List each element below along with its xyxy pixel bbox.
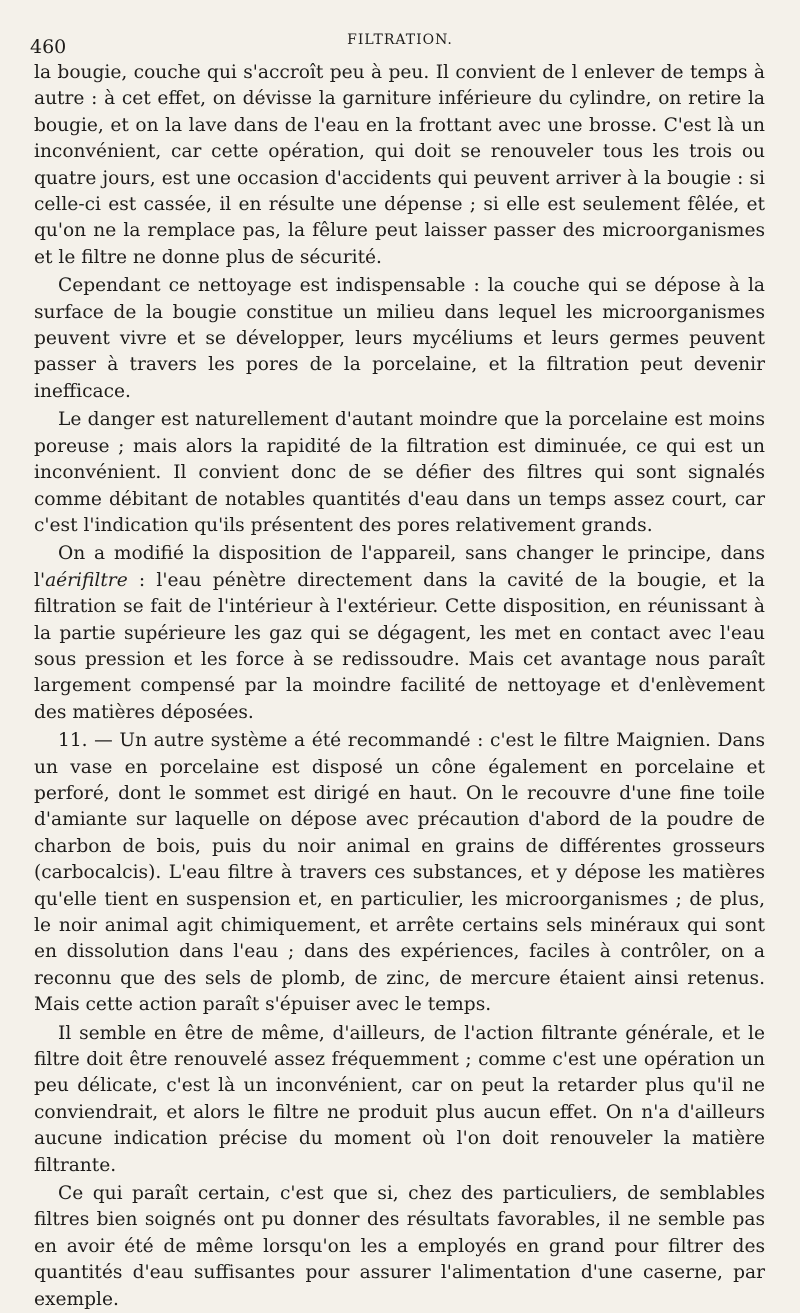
aerifiltre-term: aérifiltre xyxy=(45,569,128,591)
paragraph-6: Il semble en être de même, d'ailleurs, de l'action filtrante générale, et le filtre doit être renouvelé assez fréquemment ; comme c'est une opération un peu délicate, c'est là un inconvénient, car on peut la retarder plus qu'il ne conviendrait, et alors le filtre ne produit plus aucun effet. On n'a d'ailleurs aucune indication précise du moment où l'on doit renouveler la matière filtrante. xyxy=(34,1022,765,1176)
paragraph-4-after: : l'eau pénètre directement dans la cavité de la bougie, et la filtration se fait de l'intérieur à l'extérieur. Cette disposition, en réunissant à la partie supérieure les gaz qui se dégagent, les met en contact avec l'eau sous pression et les force à se redissoudre. Mais cet avantage nous paraît largement compensé par la moindre facilité de nettoyage et d'enlèvement des matières déposées. xyxy=(34,569,765,723)
paragraph-2: Cependant ce nettoyage est indispensable : la couche qui se dépose à la surface de la bougie constitue un milieu dans lequel les microorganismes peuvent vivre et se développer, leurs mycéliums et leurs germes peuvent passer à travers les pores de la porcelaine, et la filtration peut devenir inefficace. xyxy=(34,275,765,402)
paragraph-3: Le danger est naturellement d'autant moindre que la porcelaine est moins poreuse ; mais alors la rapidité de la filtration est diminuée, ce qui est un inconvénient. Il convient donc de se défier des filtres qui sont signalés comme débitant de notables quantités d'eau dans un temps assez court, car c'est l'indication qu'ils présentent des pores relativement grands. xyxy=(34,409,765,536)
paragraph-1: la bougie, couche qui s'accroît peu à peu. Il convient de l enlever de temps à autre : à cet effet, on dévisse la garniture inférieure du cylindre, on retire la bougie, et on la lave dans de l'eau en la frottant avec une brosse. C'est là un inconvénient, car cette opération, qui doit se renouveler tous les trois ou quatre jours, est une occasion d'accidents qui peuvent arriver à la bougie : si celle-ci est cassée, il en résulte une dépense ; si elle est seulement fêlée, et qu'on ne la remplace pas, la fêlure peut laisser passer des microorganismes et le filtre ne donne plus de sécurité. xyxy=(34,62,765,268)
paragraph-5: 11. — Un autre système a été recommandé : c'est le filtre Maignien. Dans un vase en porcelaine est disposé un cône également en porcelaine et perforé, dont le sommet est dirigé en haut. On le recouvre d'une fine toile d'amiante sur laquelle on dépose avec précaution d'abord de la poudre de charbon de bois, puis du noir animal en grains de différentes grosseurs (carbocalcis). L'eau filtre à travers ces substances, et y dépose les matières qu'elle tient en suspension et, en particulier, les microorganismes ; de plus, le noir animal agit chimiquement, et arrête certains sels minéraux qui sont en dissolution dans l'eau ; dans des expériences, faciles à contrôler, on a reconnu que des sels de plomb, de zinc, de mercure étaient ainsi retenus. Mais cette action paraît s'épuiser avec le temps. xyxy=(34,730,765,1016)
page-number: 460 xyxy=(30,36,67,58)
paragraph-4-before: On a modifié la disposition de l'appareil, sans changer le principe, dans l' xyxy=(34,543,765,591)
running-title: FILTRATION. xyxy=(347,32,453,48)
paragraph-4 xyxy=(34,541,765,726)
body-text xyxy=(34,60,765,1313)
paragraph-7: Ce qui paraît certain, c'est que si, chez des particuliers, de semblables filtres bien soignés ont pu donner des résultats favorables, il ne semble pas en avoir été de même lorsqu'on les a employés en grand pour filtrer des quantités d'eau suffisantes pour assurer l'alimentation d'une caserne, par exemple. xyxy=(34,1183,765,1310)
page-header xyxy=(0,30,800,60)
